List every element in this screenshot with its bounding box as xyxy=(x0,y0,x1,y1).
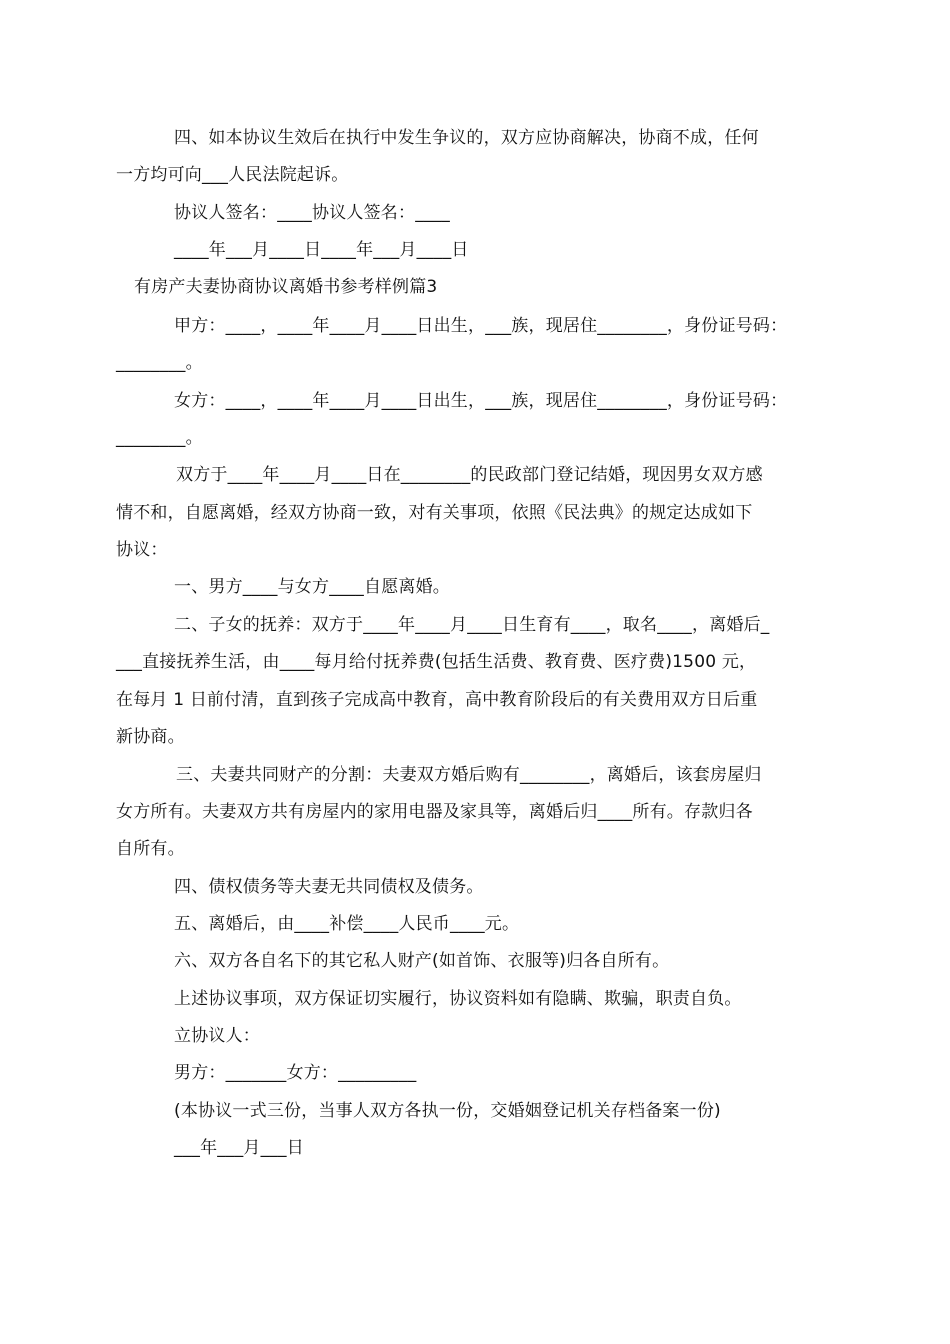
clause-5-line: 五、离婚后，由____补偿____人民币____元。 xyxy=(174,914,520,934)
party-a-line-2: ________。 xyxy=(116,353,203,373)
clause-2-line-2: ___直接抚养生活，由____每月给付抚养费(包括生活费、教育费、医疗费)1500 元， xyxy=(116,652,757,672)
party-b-line-1: 女方：____，____年____月____日出生，___族，现居住________，身份证号码： xyxy=(174,391,788,411)
party-b-line-2: ________。 xyxy=(116,428,203,448)
clause-3-line-3: 自所有。 xyxy=(116,839,185,859)
signature-line: 协议人签名：____协议人签名：____ xyxy=(174,203,450,223)
final-date-line: ___年___月___日 xyxy=(174,1138,304,1158)
clause-4-dispute-line-1: 四、如本协议生效后在执行中发生争议的，双方应协商解决，协商不成，任何 xyxy=(174,128,759,148)
section-title: 有房产夫妻协商协议离婚书参考样例篇3 xyxy=(134,277,438,297)
clause-2-line-1: 二、子女的抚养：双方于____年____月____日生育有____，取名____，离婚后_ xyxy=(174,615,770,635)
signatory-names-line: 男方：_______女方：_________ xyxy=(174,1063,417,1083)
clause-6-line: 六、双方各自名下的其它私人财产(如首饰、衣服等)归各自所有。 xyxy=(174,951,670,971)
clause-3-line-1: 三、夫妻共同财产的分割：夫妻双方婚后购有________，离婚后，该套房屋归 xyxy=(176,765,762,785)
clause-4-dispute-line-2: 一方均可向___人民法院起诉。 xyxy=(116,165,349,185)
clause-1-line: 一、男方____与女方____自愿离婚。 xyxy=(174,577,450,597)
clause-3-line-2: 女方所有。夫妻双方共有房屋内的家用电器及家具等，离婚后归____所有。存款归各 xyxy=(116,802,753,822)
clause-2-line-3: 在每月 1 日前付清，直到孩子完成高中教育，高中教育阶段后的有关费用双方日后重 xyxy=(116,690,758,710)
commitment-line: 上述协议事项，双方保证切实履行，协议资料如有隐瞒、欺骗，职责自负。 xyxy=(174,989,742,1009)
preamble-line-1: 双方于____年____月____日在________的民政部门登记结婚，现因男女双方感 xyxy=(176,465,763,485)
clause-4-debts-line: 四、债权债务等夫妻无共同债权及债务。 xyxy=(174,877,484,897)
copies-note: (本协议一式三份，当事人双方各执一份，交婚姻登记机关存档备案一份) xyxy=(174,1101,721,1121)
signatories-label: 立协议人： xyxy=(174,1026,260,1046)
preamble-line-3: 协议： xyxy=(116,540,168,560)
clause-2-line-4: 新协商。 xyxy=(116,727,185,747)
signature-date-line: ____年___月____日____年___月____日 xyxy=(174,240,469,260)
preamble-line-2: 情不和，自愿离婚，经双方协商一致，对有关事项，依照《民法典》的规定达成如下 xyxy=(116,503,753,523)
party-a-line-1: 甲方：____，____年____月____日出生，___族，现居住________，身份证号码： xyxy=(174,316,788,336)
